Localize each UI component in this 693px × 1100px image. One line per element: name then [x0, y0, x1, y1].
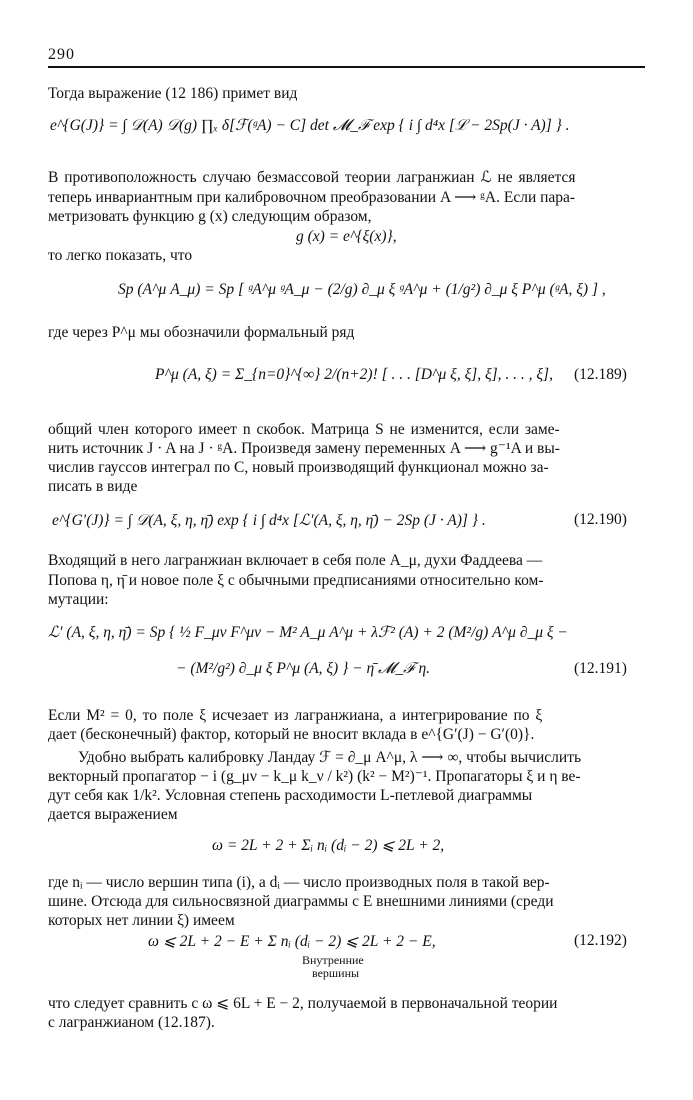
equation-12-191-line-1: ℒ′ (A, ξ, η, η̄) = Sp { ½ F_μν F^μν − M² A_μ A^μ + λℱ² (A) + 2 (M²/g) A^μ ∂_μ ξ − [48, 624, 568, 641]
paragraph-5-line-1: Входящий в него лагранжиан включает в себя поле A_μ, духи Фаддеева — [48, 552, 543, 569]
equation-number-12-190: (12.190) [574, 511, 627, 528]
paragraph-5-line-2: Попова η, η̄ и новое поле ξ с обычными предписаниями относительно ком- [48, 572, 544, 589]
page-number: 290 [48, 46, 75, 63]
equation-12-189: P^μ (A, ξ) = Σ_{n=0}^{∞} 2/(n+2)! [ . . . [D^μ ξ, ξ], ξ], . . . , ξ], [155, 366, 553, 383]
paragraph-1-line-3: метризовать функцию g (x) следующим образом, [48, 208, 372, 225]
equation-12-191-line-2: − (M²/g²) ∂_μ ξ P^μ (A, ξ) } − η̄ 𝓜_ℱ η. [176, 660, 431, 677]
paragraph-4-line-4: писать в виде [48, 478, 138, 495]
paragraph-4-line-3: числив гауссов интеграл по C, новый производящий функционал можно за- [48, 459, 549, 476]
paragraph-1-line-1: В противоположность случаю безмассовой теории лагранжиан ℒ не является [48, 169, 576, 186]
equation-number-12-191: (12.191) [574, 660, 627, 677]
equation-number-12-189: (12.189) [574, 366, 627, 383]
equation-g: g (x) = e^{ξ(x)}, [296, 228, 397, 245]
paragraph-1-line-2: теперь инвариантным при калибровочном преобразовании A ⟶ ᵍA. Если пара- [48, 189, 576, 206]
paragraph-6-line-2: дает (бесконечный) фактор, который не вносит вклада в e^{G′(J) − G′(0)}. [48, 726, 535, 743]
paragraph-7-line-2: векторный пропагатор − i (g_μν − k_μ k_ν / k²) (k² − M²)⁻¹. Пропагаторы ξ и η ве- [48, 768, 581, 785]
equation-12-192-subscript-line-1: Внутренние [302, 953, 364, 967]
equation-12-190: e^{G′(J)} = ∫ 𝒟(A, ξ, η, η̄) exp { i ∫ d⁴x [ℒ′(A, ξ, η, η̄) − 2Sp (J · A)] } . [52, 512, 486, 529]
paragraph-9-line-1: что следует сравнить с ω ⩽ 6L + E − 2, получаемой в первоначальной теории [48, 995, 558, 1012]
paragraph-6-line-1: Если M² = 0, то поле ξ исчезает из лагранжиана, а интегрирование по ξ [48, 707, 543, 724]
paragraph-4-line-1: общий член которого имеет n скобок. Матрица S не изменится, если заме- [48, 421, 560, 438]
paragraph-3: где через P^μ мы обозначили формальный ряд [48, 324, 355, 341]
paragraph-8-line-3: которых нет линии ξ) имеем [48, 912, 235, 929]
paragraph-7-line-1: Удобно выбрать калибровку Ландау ℱ = ∂_μ A^μ, λ ⟶ ∞, чтобы вычислить [78, 749, 582, 766]
paragraph-2: то легко показать, что [48, 247, 193, 264]
equation-omega: ω = 2L + 2 + Σᵢ nᵢ (dᵢ − 2) ⩽ 2L + 2, [212, 837, 445, 854]
header-rule [48, 66, 645, 68]
intro-line: Тогда выражение (12 186) примет вид [48, 85, 298, 102]
paragraph-9-line-2: с лагранжианом (12.187). [48, 1014, 215, 1031]
equation-12-186: e^{G(J)} = ∫ 𝒟(A) 𝒟(g) ∏ₓ δ[ℱ(ᵍA) − C] det 𝓜_ℱ exp { i ∫ d⁴x [ℒ − 2Sp(J · A)] } . [50, 117, 570, 134]
paragraph-5-line-3: мутации: [48, 591, 109, 608]
paragraph-4-line-2: нить источник J · A на J · ᵍA. Произведя замену переменных A ⟶ g⁻¹A и вы- [48, 440, 560, 457]
paragraph-7-line-4: дается выражением [48, 806, 178, 823]
paragraph-8-line-2: шине. Отсюда для сильносвязной диаграммы с E внешними линиями (среди [48, 893, 554, 910]
equation-sp: Sp (A^μ A_μ) = Sp [ ᵍA^μ ᵍA_μ − (2/g) ∂_μ ξ ᵍA^μ + (1/g²) ∂_μ ξ P^μ (ᵍA, ξ) ] , [118, 281, 606, 298]
equation-number-12-192: (12.192) [574, 932, 627, 949]
equation-12-192: ω ⩽ 2L + 2 − E + Σ nᵢ (dᵢ − 2) ⩽ 2L + 2 − E, [148, 933, 436, 950]
paragraph-8-line-1: где nᵢ — число вершин типа (i), а dᵢ — число производных поля в такой вер- [48, 874, 550, 891]
equation-12-192-subscript-line-2: вершины [312, 966, 360, 980]
paragraph-7-line-3: дут себя как 1/k². Условная степень расходимости L-петлевой диаграммы [48, 787, 533, 804]
